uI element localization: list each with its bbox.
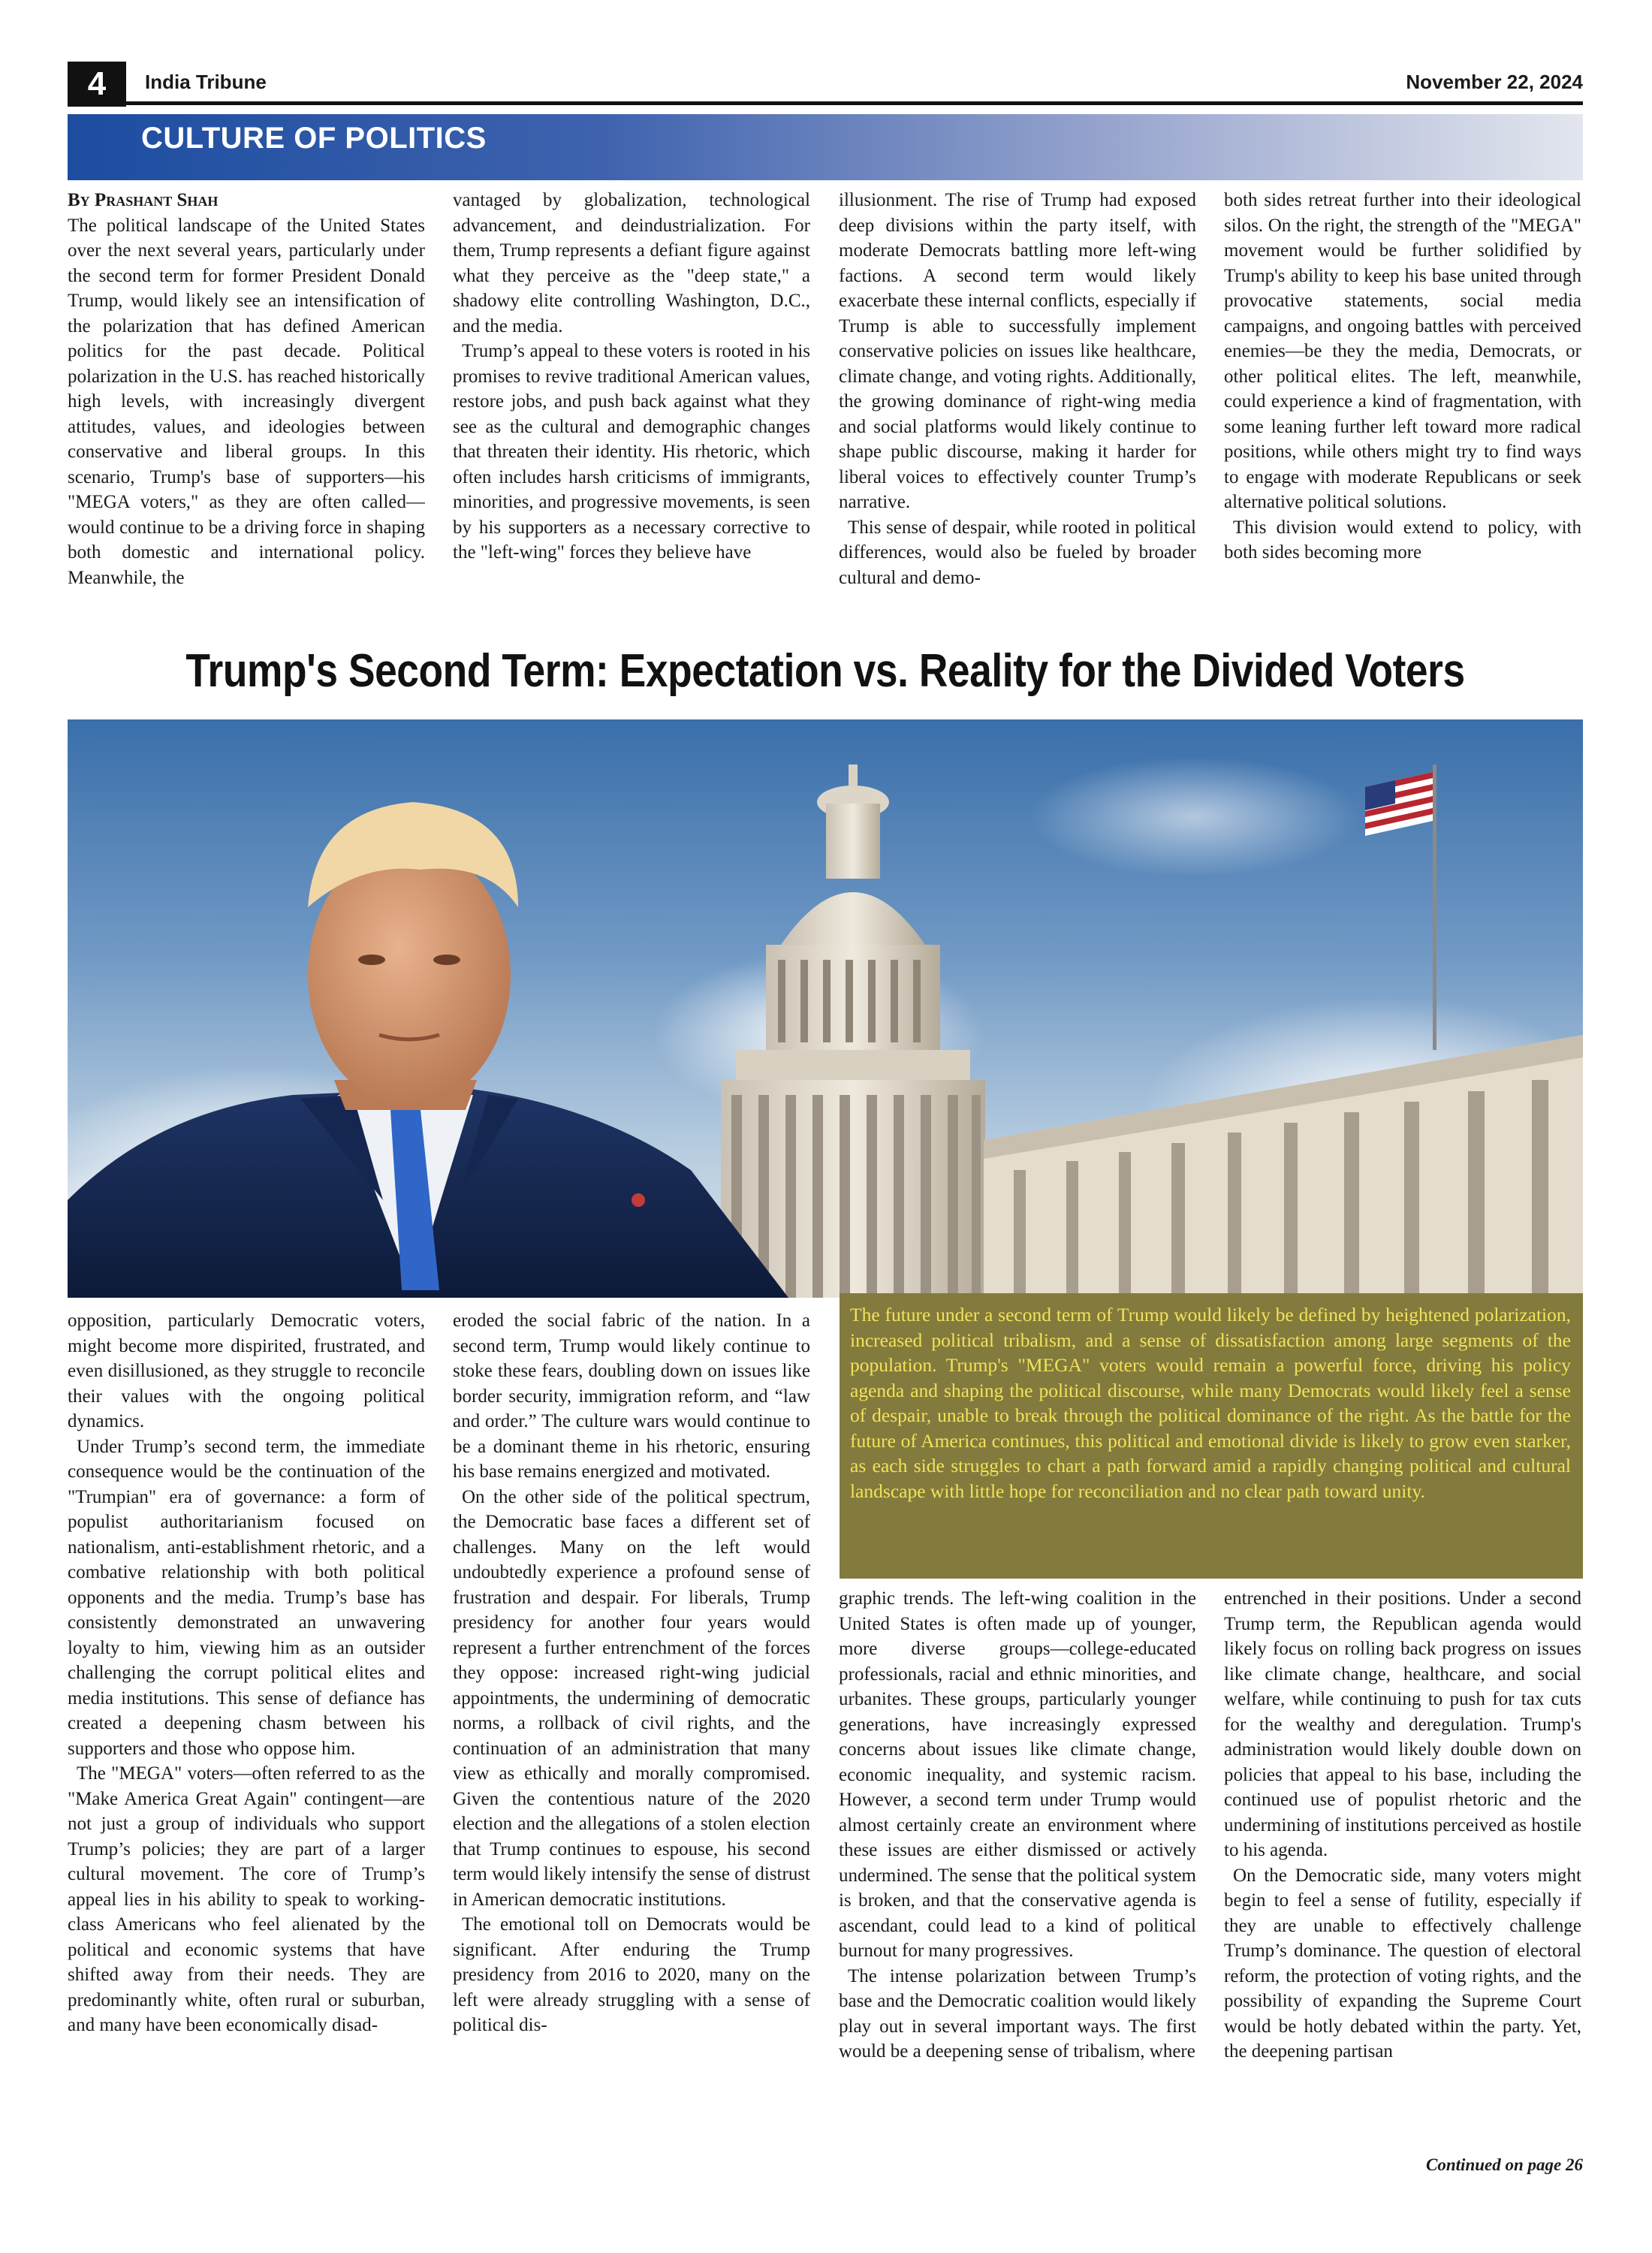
top-column-3 xyxy=(839,188,1196,638)
bottom-column-2 xyxy=(453,1308,810,2127)
paragraph: The political landscape of the United States over the next several years, particularly under the second term for former President Donald Trump, would likely see an intensification of the polarization that has defined American politics for the past decade. Political polarization in the U.S. has reached historically high levels, with increasingly divergent attitudes, values, and ideologies between conservative and liberal groups. In this scenario, Trump's base of supporters—his "MEGA voters," as they are often called—would continue to be a driving force in shaping both domestic and international policy. Meanwhile, the xyxy=(68,215,425,588)
paragraph: This division would extend to policy, with both sides becoming more xyxy=(1224,517,1581,562)
issue-date: November 22, 2024 xyxy=(1406,71,1583,93)
section-title: CULTURE OF POLITICS xyxy=(141,122,487,155)
header-rule xyxy=(126,101,1583,105)
top-column-1 xyxy=(68,188,425,638)
bottom-column-4 xyxy=(1224,1586,1581,2152)
paragraph: On the Democratic side, many voters might begin to feel a sense of futility, especially if they are unable to effectively challenge Trump’s dominance. The question of electoral reform, the protection of voting rights, and the possibility of expanding the Supreme Court would be hotly debated within the party. Yet, the deepening partisan xyxy=(1224,1865,1581,2061)
pull-quote: The future under a second term of Trump would likely be defined by heightened polarization, increased political tribalism, and a sense of dissatisfaction among large segments of the population. Trump's "MEGA" voters would remain a powerful force, driving his policy agenda and shaping the political discourse, while many Democrats would likely feel a sense of despair, unable to break through the political dominance of the right. As the battle for the future of America continues, this political and emotional divide is likely to grow even starker, as each side struggles to chart a path forward amid a rapidly changing political and cultural landscape with little hope for reconciliation and no clear path toward unity. xyxy=(840,1293,1583,1579)
bottom-column-1 xyxy=(68,1308,425,2127)
paper-name: India Tribune xyxy=(145,71,267,93)
paragraph: The intense polarization between Trump’s base and the Democratic coalition would likely play out in several important ways. The first would be a deepening sense of tribalism, where xyxy=(839,1965,1196,2061)
continued-note: Continued on page 26 xyxy=(1426,2155,1583,2174)
paragraph: The "MEGA" voters—often referred to as the "Make America Great Again" contingent—are not just a group of individuals who support Trump’s policies; they are part of a larger cultural movement. The core of Trump’s appeal lies in his ability to speak to working-class Americans who feel alienated by the political and economic systems that have shifted away from their needs. They are predominantly white, often rural or suburban, and many have been economically disad- xyxy=(68,1763,425,2035)
paragraph: eroded the social fabric of the nation. In a second term, Trump would likely continue to stoke these fears, doubling down on issues like border security, immigration reform, and “law and order.” The culture wars would continue to be a dominant theme in his rhetoric, ensuring his base remains energized and motivated. xyxy=(453,1310,810,1482)
paragraph: Under Trump’s second term, the immediate consequence would be the continuation of the "Trumpian" era of governance: a form of populist authoritarianism focused on nationalism, anti-establishment rhetoric, and a combative relationship with both political opponents and the media. Trump’s base has consistently demonstrated an unwavering loyalty to him, viewing him as an outsider challenging the corrupt political elites and media institutions. This sense of defiance has created a deepening chasm between his supporters and those who oppose him. xyxy=(68,1436,425,1759)
paragraph: Trump’s appeal to these voters is rooted in his promises to revive traditional American values, restore jobs, and push back against what they see as the cultural and demographic changes that threaten their identity. His rhetoric, which often includes harsh criticisms of immigrants, minorities, and progressive movements, is seen by his supporters as a necessary corrective to the "left-wing" forces they believe have xyxy=(453,341,810,562)
paragraph: The emotional toll on Democrats would be significant. After enduring the Trump presidency from 2016 to 2020, many on the left were already struggling with a sense of political dis- xyxy=(453,1914,810,2035)
paragraph: This sense of despair, while rooted in political differences, would also be fueled by broader cultural and demo- xyxy=(839,517,1196,588)
paragraph: vantaged by globalization, technological advancement, and deindustrialization. For them, Trump represents a defiant figure against what they perceive as the "deep state," a shadowy elite controlling Washington, D.C., and the media. xyxy=(453,190,810,336)
top-column-2 xyxy=(453,188,810,638)
paragraph: opposition, particularly Democratic voters, might become more dispirited, frustrated, and even disillusioned, as they struggle to reconcile their values with the ongoing political dynamics. xyxy=(68,1310,425,1431)
headline: Trump's Second Term: Expectation vs. Reality for the Divided Voters xyxy=(185,645,1465,697)
paragraph: illusionment. The rise of Trump had exposed deep divisions within the party itself, with moderate Democrats battling more left-wing factions. A second term would likely exacerbate these internal conflicts, especially if Trump is able to successfully implement conservative policies on issues like healthcare, climate change, and voting rights. Additionally, the growing dominance of right-wing media and social platforms would likely continue to shape public discourse, making it harder for liberal voices to effectively counter Trump’s narrative. xyxy=(839,190,1196,512)
bottom-column-3 xyxy=(839,1586,1196,2127)
byline: By Prashant Shah xyxy=(68,190,219,210)
page-number: 4 xyxy=(68,62,126,107)
paragraph: graphic trends. The left-wing coalition in the United States is often made up of younger, more diverse groups—college-educated professionals, racial and ethnic minorities, and urbanites. These groups, particularly younger generations, have increasingly expressed concerns about issues like climate change, economic inequality, and systemic racism. However, a second term under Trump would almost certainly create an environment where these issues are either dismissed or actively undermined. The sense that the political system is broken, and that the conservative agenda is ascendant, could lead to a kind of political burnout for many progressives. xyxy=(839,1588,1196,1961)
hero-photo xyxy=(68,719,1583,1298)
paragraph: both sides retreat further into their ideological silos. On the right, the strength of the "MEGA" movement would be further solidified by Trump's ability to keep his base united through provocative statements, social media campaigns, and ongoing battles with perceived enemies—be they the media, Democrats, or other political elites. The left, meanwhile, could experience a kind of fragmentation, with some leaning further left toward more radical positions, while others might try to find ways to engage with moderate Republicans or seek alternative political solutions. xyxy=(1224,190,1581,512)
top-column-4 xyxy=(1224,188,1581,638)
paragraph: On the other side of the political spectrum, the Democratic base faces a different set of challenges. Many on the left would undoubtedly experience a profound sense of frustration and despair. For liberals, Trump presidency for another four years would represent a further entrenchment of the forces they oppose: increased right-wing judicial appointments, the undermining of democratic norms, a rollback of civil rights, and the continuation of an administration that many view as ethically and morally compromised. Given the contentious nature of the 2020 election and the allegations of a stolen election that Trump continues to espouse, his second term would likely intensify the sense of distrust in American democratic institutions. xyxy=(453,1486,810,1910)
paragraph: entrenched in their positions. Under a second Trump term, the Republican agenda would likely focus on rolling back progress on issues like climate change, healthcare, and social welfare, while continuing to push for tax cuts for the wealthy and deregulation. Trump's administration would likely double down on policies that appeal to his base, including the continued use of populist rhetoric and the undermining of institutions perceived as hostile to his agenda. xyxy=(1224,1588,1581,1860)
